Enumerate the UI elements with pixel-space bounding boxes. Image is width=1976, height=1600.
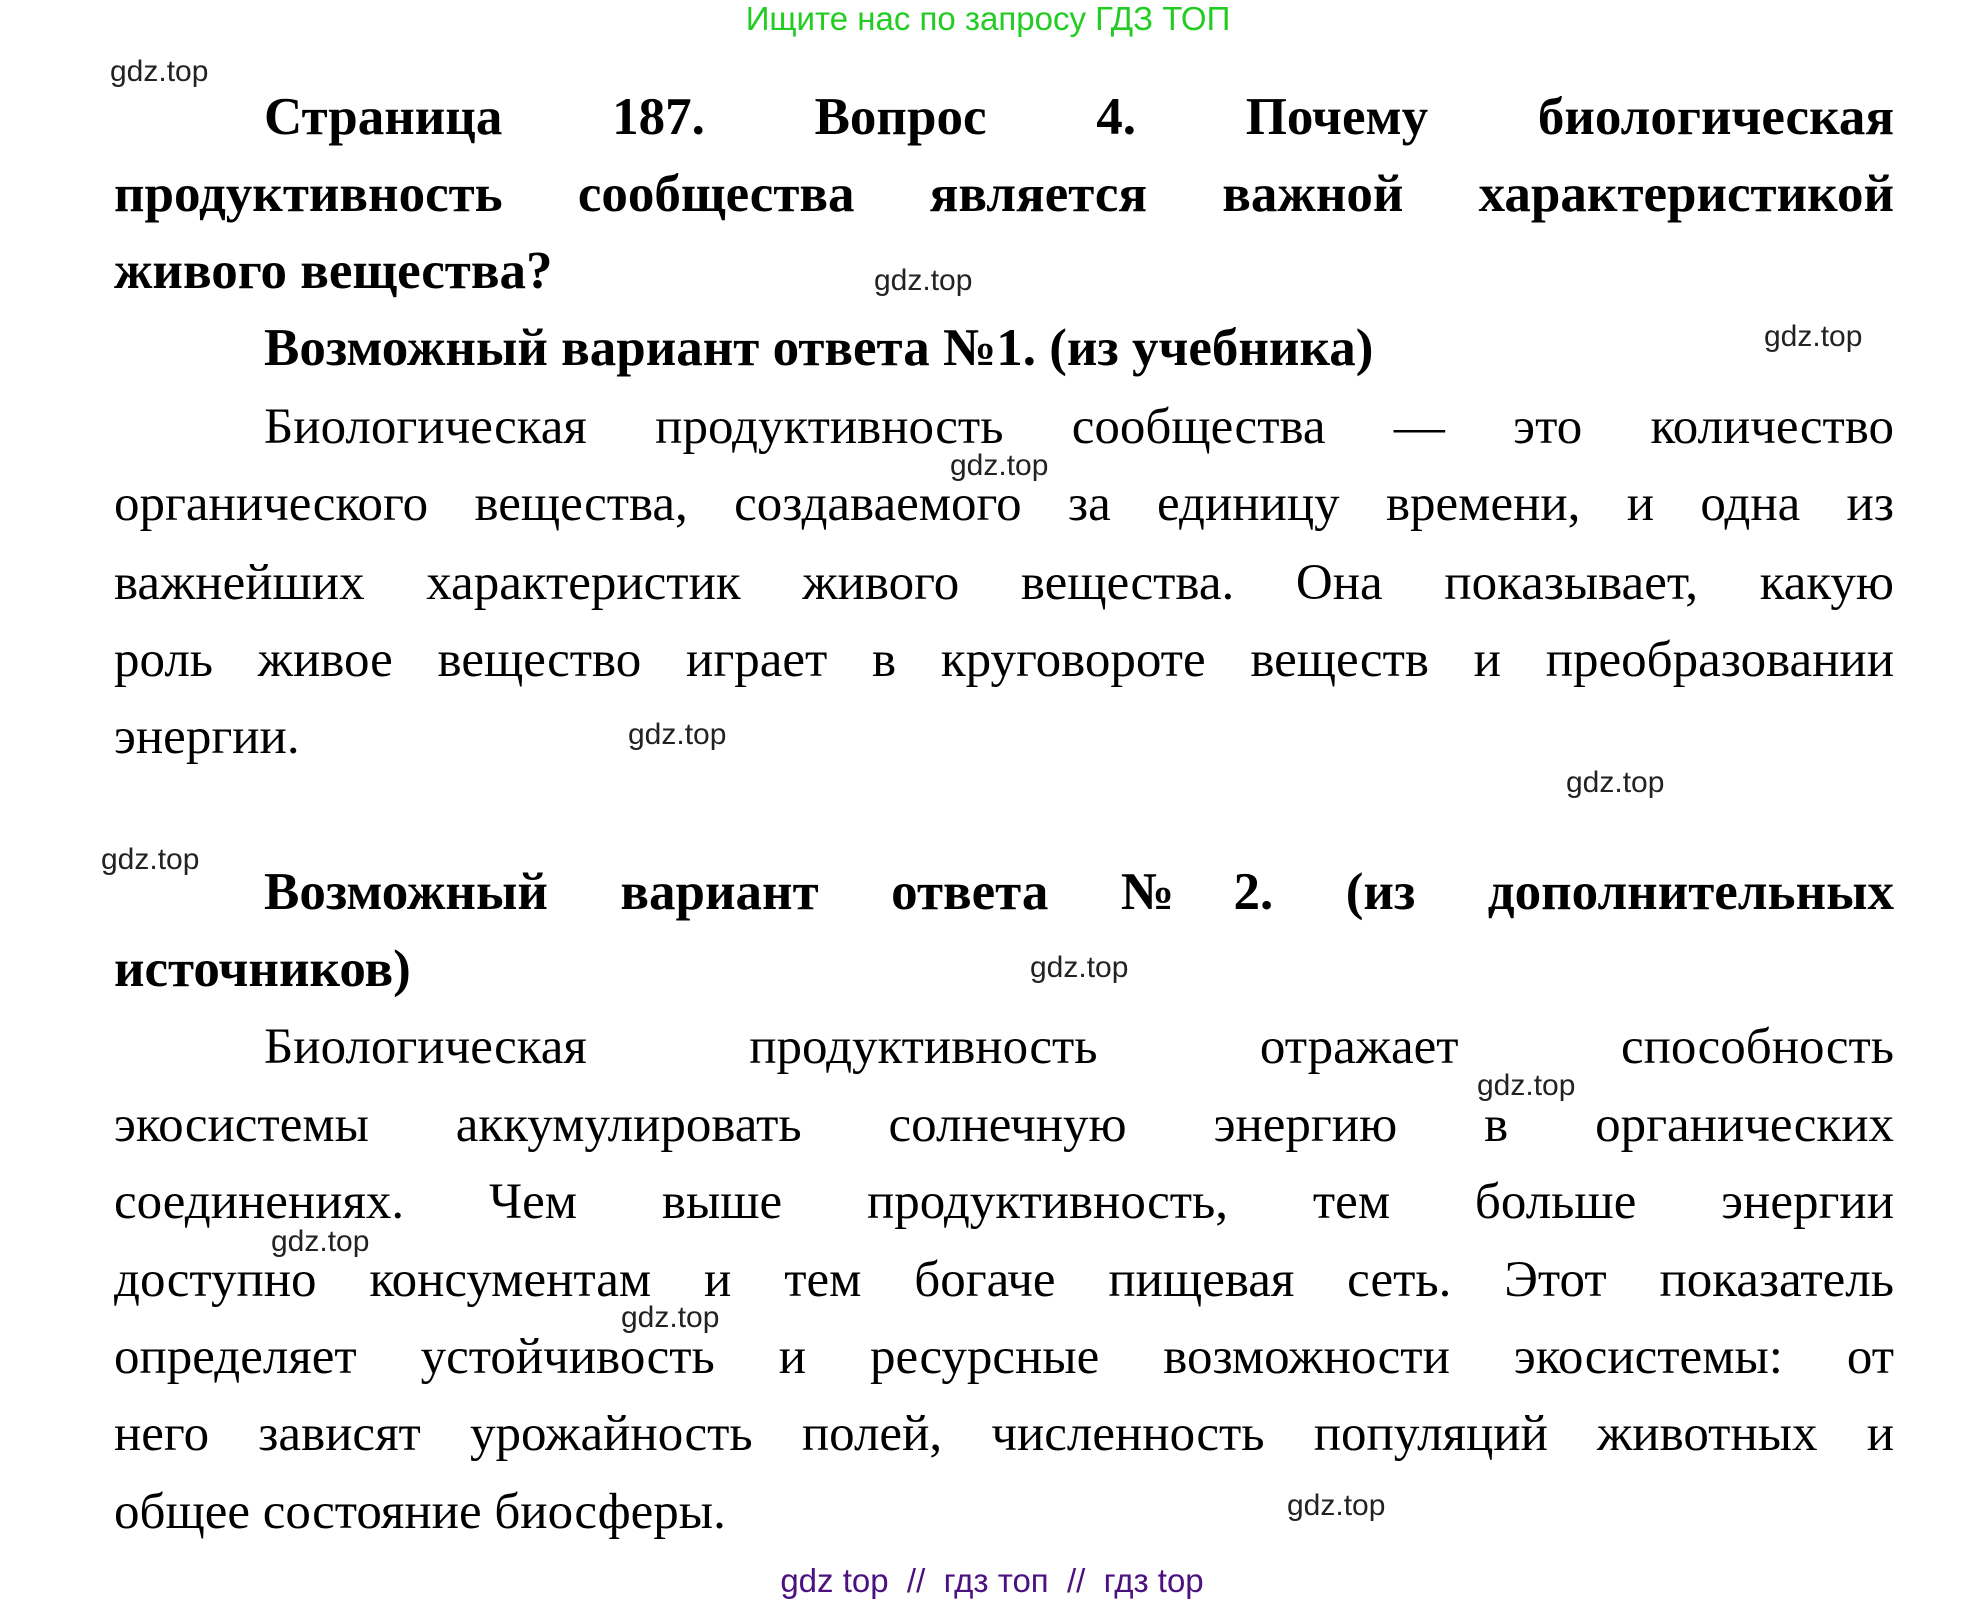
- answer1-line: важнейших характеристик живого вещества. Она показывает, какую: [114, 555, 1894, 611]
- question-line: живого вещества?: [114, 242, 553, 300]
- answer2-line: экосистемы аккумулировать солнечную энергию в органических: [114, 1097, 1894, 1153]
- watermark: gdz.top: [874, 264, 973, 297]
- watermark: gdz.top: [101, 843, 200, 876]
- watermark: gdz.top: [1287, 1489, 1386, 1522]
- answer1-line: роль живое вещество играет в круговороте веществ и преобразовании: [114, 632, 1894, 688]
- answer2-heading: источников): [114, 940, 411, 998]
- watermark: gdz.top: [1764, 320, 1863, 353]
- answer1-line: энергии.: [114, 709, 300, 765]
- watermark: gdz.top: [1030, 951, 1129, 984]
- answer2-heading: Возможный вариант ответа №2. (из дополнительных: [264, 863, 1894, 921]
- watermark: gdz.top: [621, 1301, 720, 1334]
- answer2-line: Биологическая продуктивность отражает способность: [264, 1019, 1894, 1075]
- answer2-line: соединениях. Чем выше продуктивность, тем больше энергии: [114, 1174, 1894, 1230]
- watermark: gdz.top: [950, 449, 1049, 482]
- footer-links: gdz top // гдз топ // гдз top: [780, 1562, 1204, 1599]
- watermark: gdz.top: [271, 1225, 370, 1258]
- watermark: gdz.top: [1477, 1069, 1576, 1102]
- question-line: продуктивность сообщества является важной характеристикой: [114, 165, 1894, 223]
- search-banner: Ищите нас по запросу ГДЗ ТОП: [745, 0, 1231, 37]
- answer1-line: органического вещества, создаваемого за единицу времени, и одна из: [114, 476, 1894, 532]
- answer2-line: доступно консументам и тем богаче пищевая сеть. Этот показатель: [114, 1252, 1894, 1308]
- answer2-line: определяет устойчивость и ресурсные возможности экосистемы: от: [114, 1329, 1894, 1385]
- answer1-line: Биологическая продуктивность сообщества — это количество: [264, 399, 1894, 455]
- watermark: gdz.top: [628, 718, 727, 751]
- watermark: gdz.top: [110, 55, 209, 88]
- watermark: gdz.top: [1566, 766, 1665, 799]
- answer2-line: него зависят урожайность полей, численность популяций животных и: [114, 1406, 1894, 1462]
- answer1-heading: Возможный вариант ответа №1. (из учебника): [264, 319, 1374, 377]
- question-line: Страница 187. Вопрос 4. Почему биологическая: [264, 88, 1894, 146]
- answer2-line: общее состояние биосферы.: [114, 1484, 726, 1540]
